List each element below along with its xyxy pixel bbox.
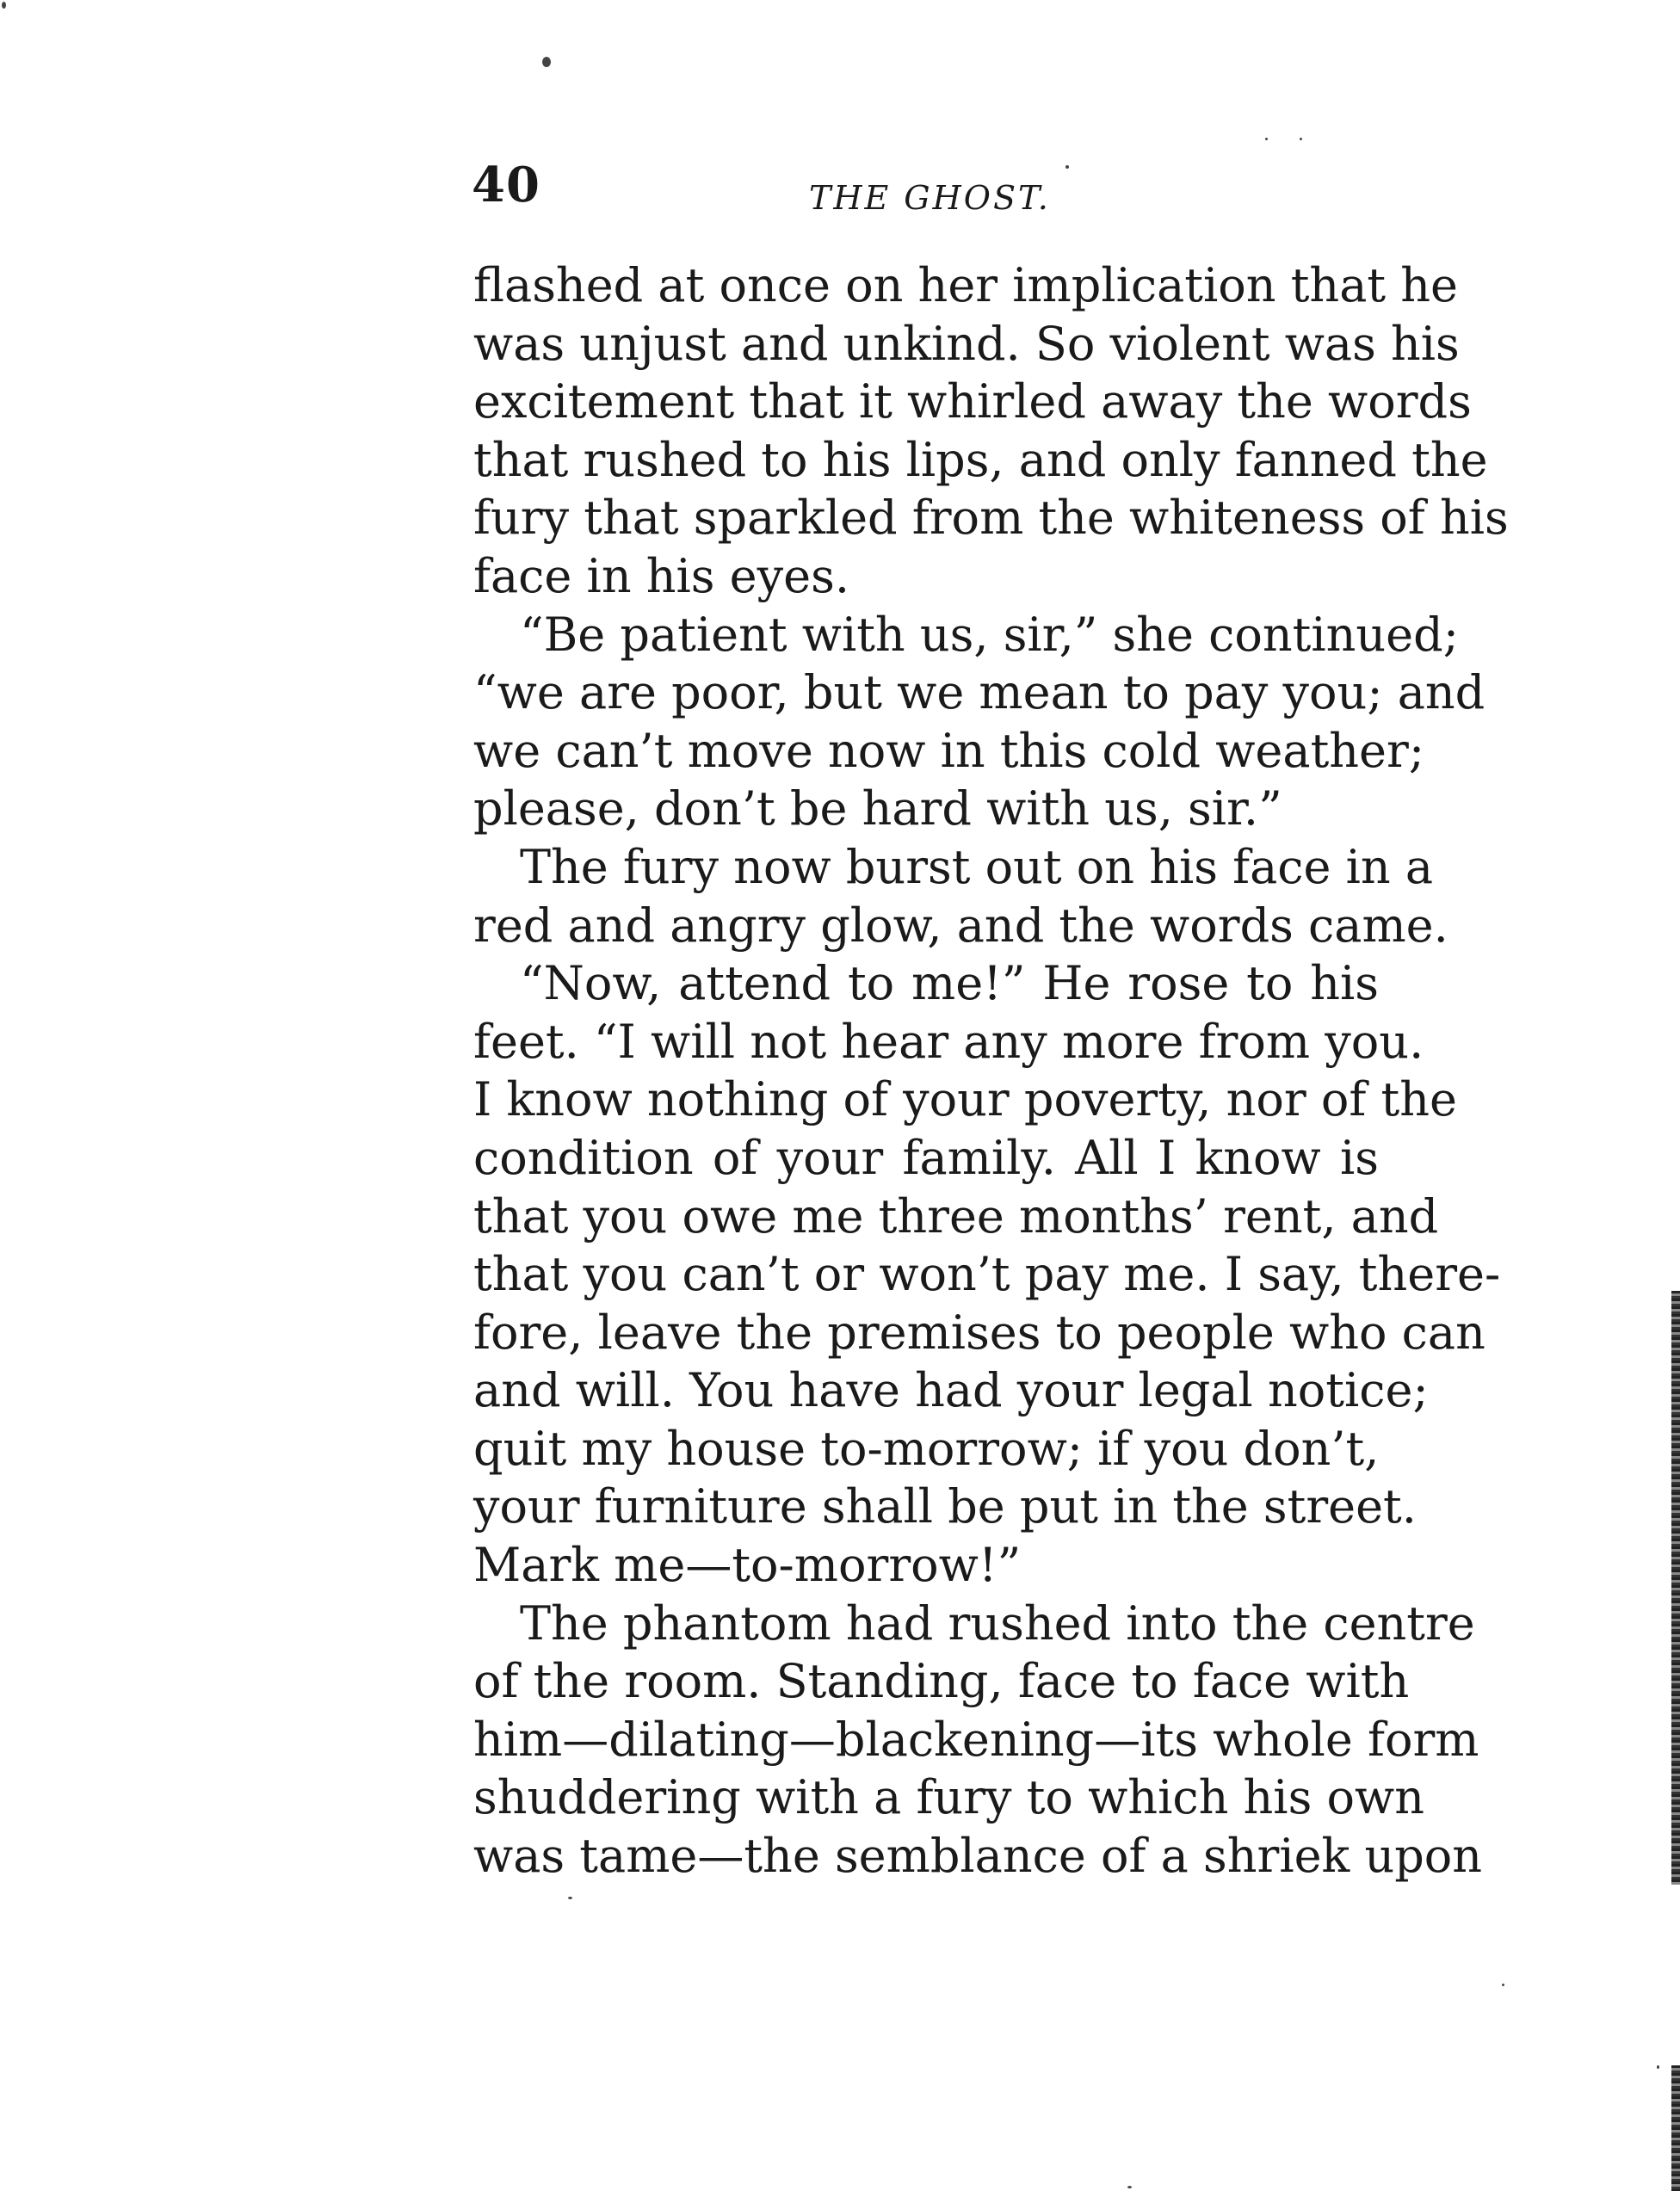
scan-speck: [568, 1897, 572, 1899]
text-line: “Be patient with us, sir,” she continued;: [520, 607, 1459, 662]
text-line: fore, leave the premises to people who can: [473, 1305, 1485, 1360]
text-line: that you can’t or won’t pay me. I say, there-: [473, 1247, 1501, 1302]
scan-speck: [2, 2, 6, 9]
text-line: was tame—the semblance of a shriek upon: [473, 1829, 1483, 1884]
scan-speck: [1065, 165, 1069, 169]
text-line: quit my house to-morrow; if you don’t,: [473, 1421, 1380, 1476]
page-edge-shadow: [1671, 2065, 1680, 2191]
text-line: I know nothing of your poverty, nor of the: [473, 1072, 1457, 1127]
text-line: please, don’t be hard with us, sir.”: [473, 781, 1282, 836]
text-line: The phantom had rushed into the centre: [520, 1595, 1475, 1651]
text-line: that you owe me three months’ rent, and: [473, 1188, 1439, 1244]
scan-speck: [1265, 138, 1268, 140]
text-line: excitement that it whirled away the words: [473, 374, 1472, 429]
text-line: was unjust and unkind. So violent was his: [473, 316, 1460, 371]
text-line: shuddering with a fury to which his own: [473, 1770, 1424, 1825]
page-edge-shadow: [1671, 1291, 1680, 1885]
text-line: “Now, attend to me!” He rose to his: [520, 956, 1379, 1011]
scan-speck: [1657, 2065, 1659, 2069]
text-line: The fury now burst out on his face in a: [520, 839, 1434, 894]
text-line: him—dilating—blackening—its whole form: [473, 1712, 1479, 1767]
page-number: 40: [472, 157, 540, 213]
running-title: THE GHOST.: [809, 179, 1051, 217]
text-line: Mark me—to-morrow!”: [473, 1538, 1022, 1593]
scan-speck: [1127, 2186, 1132, 2188]
scan-speck: [1502, 1984, 1504, 1986]
text-line: “we are poor, but we mean to pay you; and: [473, 665, 1485, 720]
text-line: of the room. Standing, face to face with: [473, 1654, 1410, 1709]
text-line: we can’t move now in this cold weather;: [473, 723, 1425, 778]
text-line: your furniture shall be put in the street.: [473, 1479, 1417, 1534]
text-line: fury that sparkled from the whiteness of his: [473, 491, 1509, 546]
text-line: and will. You have had your legal notice;: [473, 1363, 1429, 1418]
text-line: condition of your family. All I know is: [473, 1130, 1379, 1185]
text-line: flashed at once on her implication that he: [473, 258, 1458, 312]
scan-speck: [542, 57, 551, 67]
text-line: that rushed to his lips, and only fanned the: [473, 432, 1488, 487]
text-line: feet. “I will not hear any more from you.: [473, 1014, 1424, 1069]
text-line: face in his eyes.: [473, 548, 849, 603]
body-text: [473, 256, 1509, 1885]
scan-speck: [1300, 138, 1302, 140]
text-line: red and angry glow, and the words came.: [473, 898, 1448, 953]
